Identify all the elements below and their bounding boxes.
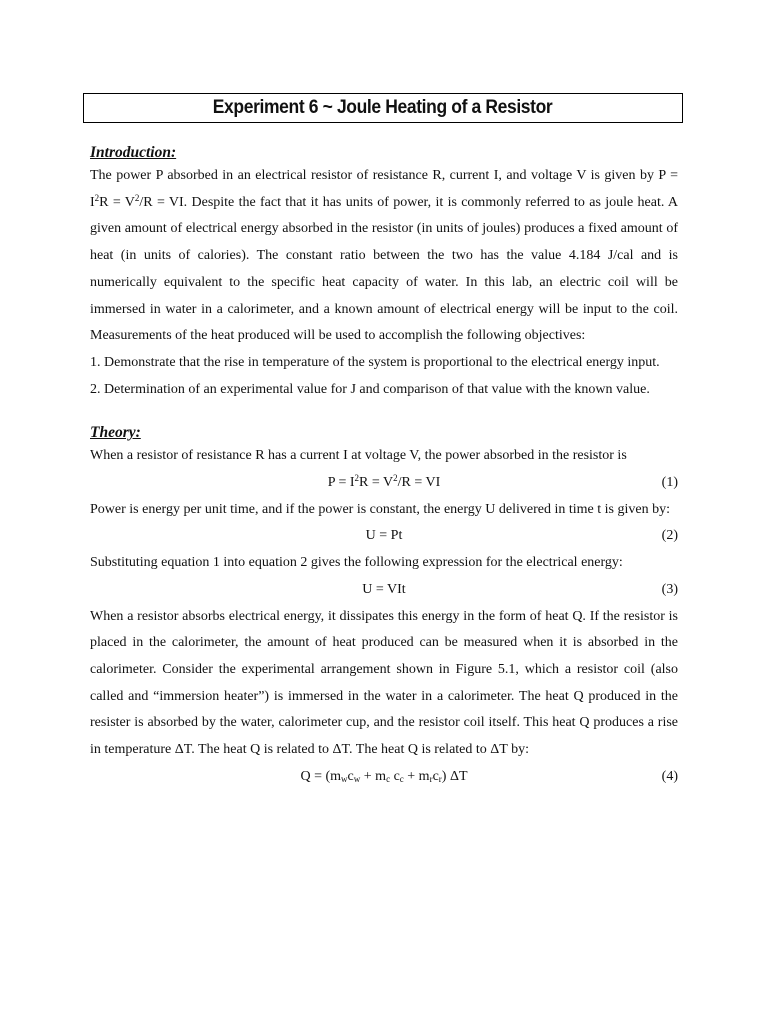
- theory-paragraph-1: When a resistor of resistance R has a current I at voltage V, the power absorbed in the resistor is: [90, 448, 627, 464]
- document-body: [90, 143, 678, 790]
- theory-heading: Theory:: [90, 424, 141, 442]
- theory-paragraph-4: When a resistor absorbs electrical energy, it dissipates this energy in the form of heat Q. If the resistor is placed in the calorimeter, the amount of heat produced can be measured when it is absorbed in the calorimeter. Consider the experimental arrangement shown in Figure 5.1, which a resistor coil (also called and “immersion heater”) is immersed in the water in a calorimeter. The heat Q produced in the resister is absorbed by the water, calorimeter cup, and the resistor coil itself. This heat Q produces a rise in temperature ΔT. The heat Q is related to ΔT. The heat Q is related to ΔT by:: [90, 608, 678, 758]
- title-box: [83, 93, 683, 123]
- theory-paragraph-3: Substituting equation 1 into equation 2 gives the following expression for the electrical energy:: [90, 555, 623, 571]
- equation-4-number: (4): [661, 768, 678, 784]
- equation-2: U = Pt (2): [90, 523, 678, 550]
- equation-1-number: (1): [661, 475, 678, 491]
- introduction-heading: Introduction:: [90, 144, 177, 161]
- objective-1: 1. Demonstrate that the rise in temperature of the system is proportional to the electrical energy input.: [90, 354, 660, 370]
- introduction-paragraph: The power P absorbed in an electrical resistor of resistance R, current I, and voltage V is given by $P = I^2R = V^2/R$ = VI. Despite the fact that it has units of power, it is commonly referred to as joule heat. A given amount of electrical energy absorbed in the resistor (in units of joules) produces a fixed amount of heat (in units of calories). The constant ratio between the two has the value 4.184 J/cal and is numerically equivalent to the specific heat capacity of water. In this lab, an electric coil will be immersed in water in a calorimeter, and a known amount of electrical energy will be input to the coil. Measurements of the heat produced will be used to accomplish the following objectives:: [90, 168, 679, 344]
- equation-2-number: (2): [661, 528, 678, 544]
- page-title: Experiment 6 ~ Joule Heating of a Resistor: [213, 97, 553, 118]
- equation-3-number: (3): [661, 581, 678, 597]
- objective-2: 2. Determination of an experimental value for J and comparison of that value with the known value.: [90, 381, 650, 397]
- theory-paragraph-2: Power is energy per unit time, and if the power is constant, the energy U delivered in time t is given by:: [90, 501, 670, 517]
- equation-1: $P = I^2R = V^2/R$ = VI (1): [90, 470, 678, 497]
- equation-3: U = VIt (3): [90, 577, 678, 604]
- equation-4: $Q = (m_wc_w + m_c$ $c_c + m_rc_r$) ΔT (4): [90, 764, 678, 791]
